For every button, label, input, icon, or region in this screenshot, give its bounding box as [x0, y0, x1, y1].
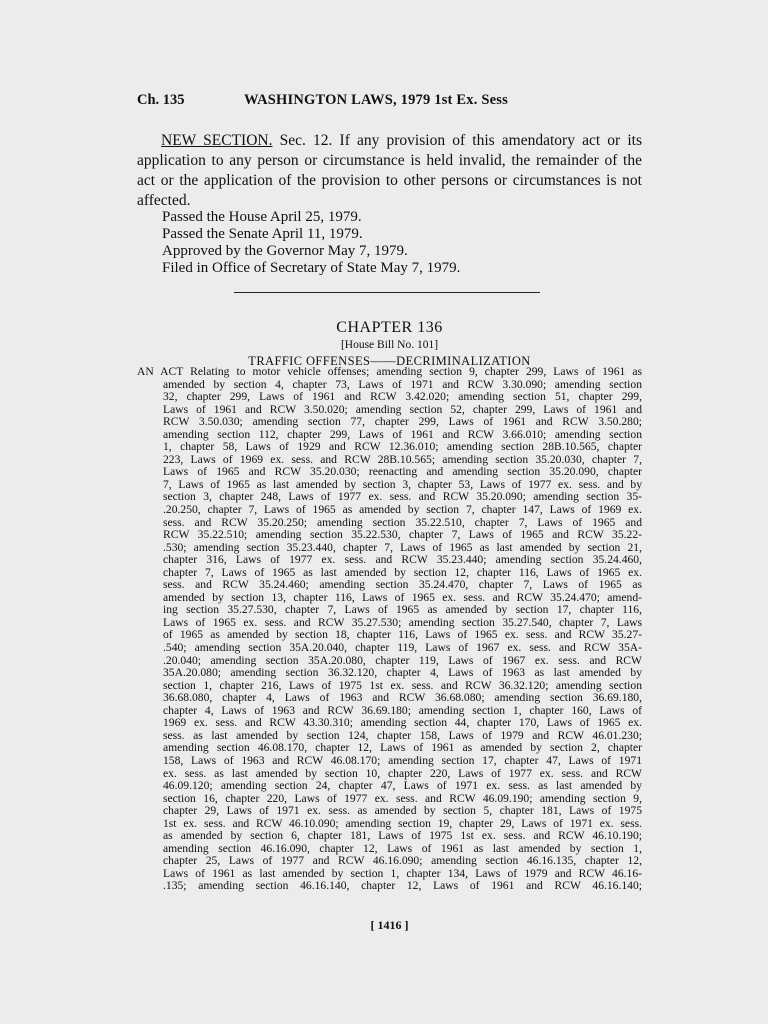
- act-line: RCW 35.22.510; amending section 35.22.530, chapter 7, Laws of 1965 and RCW 35.22-: [163, 528, 642, 542]
- act-line: Laws of 1961 and RCW 3.50.020; amending section 52, chapter 299, Laws of 1961 and: [163, 402, 642, 416]
- act-line: sess. and RCW 35.20.250; amending section 35.22.510, chapter 7, Laws of 1965 and: [163, 515, 642, 529]
- act-line: 36.68.080, chapter 4, Laws of 1963 and RCW 36.68.080; amending section 36.69.180,: [163, 691, 642, 705]
- header-title: WASHINGTON LAWS, 1979 1st Ex. Sess: [244, 92, 508, 108]
- act-line: 35A.20.080; amending section 36.32.120, chapter 4, Laws of 1963 as last amended by: [163, 666, 642, 680]
- act-line: .20.250, chapter 7, Laws of 1965 as amended by section 7, chapter 147, Laws of 1969 ex.: [163, 503, 642, 517]
- act-line: amending section 46.16.090, chapter 12, Laws of 1961 as last amended by section 1,: [163, 841, 642, 855]
- act-line: 1, chapter 58, Laws of 1929 and RCW 12.36.010; amending section 28B.10.565, chapter: [163, 440, 642, 454]
- chapter-heading: [137, 318, 642, 369]
- act-line: 223, Laws of 1969 ex. sess. and RCW 28B.10.565; amending section 35.20.030, chapter 7,: [163, 452, 642, 466]
- act-line: 7, Laws of 1965 as last amended by section 3, chapter 53, Laws of 1977 ex. sess. and by: [163, 477, 642, 491]
- act-line: 46.09.120; amending section 24, chapter 47, Laws of 1971 ex. sess. as last amended by: [163, 779, 642, 793]
- act-line: .530; amending section 35.23.440, chapter 7, Laws of 1965 as last amended by section 21,: [163, 540, 642, 554]
- approved-governor-line: Approved by the Governor May 7, 1979.: [162, 243, 408, 259]
- act-line: ing section 35.27.530, chapter 7, Laws of 1965 as amended by section 17, chapter 116,: [163, 603, 642, 617]
- act-line: RCW 3.50.030; amending section 77, chapter 299, Laws of 1961 and RCW 3.50.280;: [163, 415, 642, 429]
- act-line: Laws of 1965 ex. sess. and RCW 35.27.530; amending section 35.27.540, chapter 7, Laws: [163, 615, 642, 629]
- act-line: amending section 112, chapter 299, Laws of 1961 and RCW 3.66.010; amending section: [163, 427, 642, 441]
- act-line: ex. sess. as last amended by section 10, chapter 220, Laws of 1977 ex. sess. and RCW: [163, 766, 642, 780]
- chapter-topic: TRAFFIC OFFENSES——DECRIMINALIZATION: [248, 354, 531, 368]
- passed-senate-line: Passed the Senate April 11, 1979.: [162, 226, 363, 242]
- act-line: chapter 7, Laws of 1965 as last amended by section 12, chapter 116, Laws of 1965 ex.: [163, 565, 642, 579]
- act-line: section 1, chapter 216, Laws of 1975 1st ex. sess. and RCW 36.32.120; amending section: [163, 678, 642, 692]
- act-line: 32, chapter 299, Laws of 1961 and RCW 3.42.020; amending section 51, chapter 299,: [163, 390, 642, 404]
- act-line: amended by section 4, chapter 73, Laws of 1971 and RCW 3.30.090; amending section: [163, 377, 642, 391]
- header-chapter-code: Ch. 135: [137, 92, 185, 108]
- page-number: [ 1416 ]: [370, 918, 409, 932]
- act-line: .135; amending section 46.16.140, chapter 12, Laws of 1961 and RCW 46.16.140;: [163, 879, 642, 893]
- act-line: 1st ex. sess. and RCW 46.10.090; amending section 19, chapter 29, Laws of 1971 ex. sess.: [163, 816, 642, 830]
- new-section-body: Sec. 12. If any provision of this amendatory act or its application to any person or circumstance is held invalid, the remainder of the act or the application of the provision to other persons or circumstances is not affected.: [137, 132, 642, 209]
- chapter-bill: [House Bill No. 101]: [340, 339, 439, 351]
- act-line: chapter 29, Laws of 1971 ex. sess. as amended by section 5, chapter 181, Laws of 1975: [163, 804, 642, 818]
- act-line: 1969 ex. sess. and RCW 43.30.310; amending section 44, chapter 170, Laws of 1965 ex.: [163, 716, 642, 730]
- act-text: [137, 366, 642, 893]
- act-line: as amended by section 6, chapter 181, Laws of 1975 1st ex. sess. and RCW 46.10.190;: [163, 829, 642, 843]
- new-section-lead: NEW SECTION.: [161, 132, 273, 149]
- passed-house-line: Passed the House April 25, 1979.: [162, 209, 362, 225]
- act-line: .20.040; amending section 35A.20.080, chapter 119, Laws of 1967 ex. sess. and RCW: [163, 653, 642, 667]
- chapter-number: CHAPTER 136: [336, 319, 443, 336]
- section-divider: [234, 292, 540, 293]
- act-line: section 16, chapter 220, Laws of 1977 ex. sess. and RCW 46.09.190; amending section 9,: [163, 791, 642, 805]
- act-line: chapter 4, Laws of 1963 and RCW 36.69.180; amending section 1, chapter 160, Laws of: [163, 703, 642, 717]
- act-line: 158, Laws of 1963 and RCW 46.08.170; amending section 17, chapter 47, Laws of 1971: [163, 753, 642, 767]
- passage-history: [162, 209, 460, 277]
- act-line: .540; amending section 35A.20.040, chapter 119, Laws of 1967 ex. sess. and RCW 35A-: [163, 641, 642, 655]
- act-line: Laws of 1965 and RCW 35.20.030; reenacting and amending section 35.20.090, chapter: [163, 465, 642, 479]
- filed-secretary-line: Filed in Office of Secretary of State May 7, 1979.: [162, 260, 461, 276]
- act-line: chapter 316, Laws of 1977 ex. sess. and RCW 35.23.440; amending section 35.24.460,: [163, 553, 642, 567]
- act-line: sess. and RCW 35.24.460; amending section 35.24.470, chapter 7, Laws of 1965 as: [163, 578, 642, 592]
- act-line: of 1965 as amended by section 18, chapter 116, Laws of 1965 ex. sess. and RCW 35.27-: [163, 628, 642, 642]
- act-line: sess. as last amended by section 124, chapter 158, Laws of 1979 and RCW 46.01.230;: [163, 728, 642, 742]
- act-line: Laws of 1961 as last amended by section 1, chapter 134, Laws of 1979 and RCW 46.16-: [163, 866, 642, 880]
- act-line: section 3, chapter 248, Laws of 1977 ex. sess. and RCW 35.20.090; amending section 35-: [163, 490, 642, 504]
- new-section-paragraph: [137, 131, 642, 211]
- act-line: chapter 25, Laws of 1977 and RCW 46.16.090; amending section 46.16.135, chapter 12,: [163, 854, 642, 868]
- act-line: amended by section 13, chapter 116, Laws of 1965 ex. sess. and RCW 35.24.470; amend-: [163, 590, 642, 604]
- act-line: AN ACT Relating to motor vehicle offenses; amending section 9, chapter 299, Laws of 1961 as: [137, 365, 642, 378]
- act-line: amending section 46.08.170, chapter 12, Laws of 1961 as amended by section 2, chapter: [163, 741, 642, 755]
